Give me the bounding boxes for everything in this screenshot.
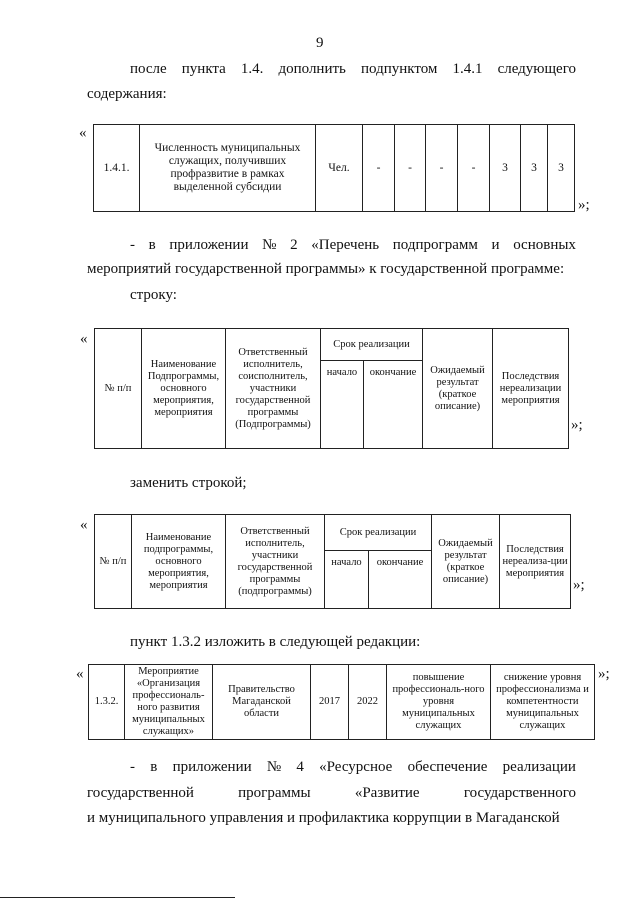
quote-close: »; (571, 417, 583, 433)
table-cell: - (363, 125, 395, 212)
table-new-header (94, 514, 571, 609)
para3: пункт 1.3.2 изложить в следующей редакции: (130, 634, 421, 650)
table-cell: 2022 (349, 665, 387, 740)
word: программы (238, 785, 311, 801)
table-cell: 3 (548, 125, 575, 212)
replace-line: заменить строкой; (130, 475, 247, 491)
col-term: Срок реализации (325, 515, 432, 551)
table-cell: 1.3.2. (89, 665, 125, 740)
word: государственного (463, 785, 576, 801)
word: 1.4.1 (452, 61, 483, 77)
table-cell: 2017 (311, 665, 349, 740)
word: «Перечень (311, 237, 380, 253)
table-cell: - (458, 125, 490, 212)
para4-line3: и муниципального управления и профилактика коррупции в Магаданской (87, 810, 560, 826)
table-cell: Чел. (316, 125, 363, 212)
table-cell: Мероприятие «Организация профессиональ-ного развития муниципальных служащих» (125, 665, 213, 740)
word: «Ресурсное (319, 759, 393, 775)
col-name: Наименование Подпрограммы, основного мероприятия, мероприятия (142, 329, 226, 449)
table-cell: - (426, 125, 458, 212)
word: в (148, 237, 156, 253)
word: пункта (181, 61, 226, 77)
table-cell: повышение профессиональ-ного уровня муниципальных служащих (387, 665, 491, 740)
page-number: 9 (316, 35, 324, 51)
para2-line1 (130, 235, 576, 255)
footnote-rule (0, 897, 235, 898)
table-cell: Численность муниципальных служащих, получивших профразвитие в рамках выделенной субсидии (140, 125, 316, 212)
para1-line1 (130, 59, 576, 79)
quote-open: « (76, 666, 84, 682)
table-old-header (94, 328, 569, 449)
col-start: начало (321, 361, 364, 449)
col-conseq: Последствия нереализа-ции мероприятия (500, 515, 571, 609)
word: - (130, 237, 135, 253)
quote-close: »; (578, 197, 590, 213)
word: № (266, 759, 282, 775)
table-cell: Правительство Магаданской области (213, 665, 311, 740)
col-name: Наименование подпрограммы, основного мероприятия, мероприятия (132, 515, 226, 609)
table-cell: - (395, 125, 426, 212)
table-cell: 3 (490, 125, 521, 212)
table-cell: 3 (521, 125, 548, 212)
quote-close: »; (573, 577, 585, 593)
word: следующего (497, 61, 576, 77)
table-measure (88, 664, 595, 740)
para2-line3: строку: (130, 287, 177, 303)
col-conseq: Последствия нереализации мероприятия (493, 329, 569, 449)
quote-close: »; (598, 666, 610, 682)
quote-open: « (80, 331, 88, 347)
word: обеспечение (407, 759, 488, 775)
col-term: Срок реализации (321, 329, 423, 361)
para4-line2 (87, 783, 576, 803)
word: основных (513, 237, 576, 253)
col-end: окончание (364, 361, 423, 449)
para4-line1 (130, 757, 576, 777)
word: 1.4. (240, 61, 264, 77)
word: подпунктом (360, 61, 438, 77)
word: дополнить (278, 61, 346, 77)
word: реализации (502, 759, 576, 775)
quote-open: « (80, 517, 88, 533)
table-cell: снижение уровня профессионализма и компетентности муниципальных служащих (491, 665, 595, 740)
para1-line2: содержания: (87, 86, 167, 102)
word: № (262, 237, 277, 253)
word: приложении (172, 759, 252, 775)
col-result: Ожидаемый результат (краткое описание) (432, 515, 500, 609)
word: «Развитие (354, 785, 420, 801)
word: 2 (290, 237, 298, 253)
word: подпрограмм (392, 237, 478, 253)
col-resp: Ответственный исполнитель, участники государственной программы (подпрограммы) (226, 515, 325, 609)
word: 4 (296, 759, 304, 775)
word: государственной (87, 785, 194, 801)
word: и (491, 237, 500, 253)
table-cell: 1.4.1. (94, 125, 140, 212)
col-resp: Ответственный исполнитель, соисполнитель, участники государственной программы (Подпрограммы) (226, 329, 321, 449)
table-row (89, 665, 595, 740)
col-end: окончание (369, 551, 432, 609)
col-num: № п/п (95, 329, 142, 449)
table-row (94, 125, 575, 212)
word: - (130, 759, 135, 775)
word: в (150, 759, 158, 775)
word: после (130, 61, 167, 77)
col-num: № п/п (95, 515, 132, 609)
col-result: Ожидаемый результат (краткое описание) (423, 329, 493, 449)
word: приложении (169, 237, 249, 253)
quote-open: « (79, 125, 87, 141)
table-indicator (93, 124, 575, 212)
col-start: начало (325, 551, 369, 609)
para2-line2: мероприятий государственной программы» к государственной программе: (87, 261, 565, 277)
